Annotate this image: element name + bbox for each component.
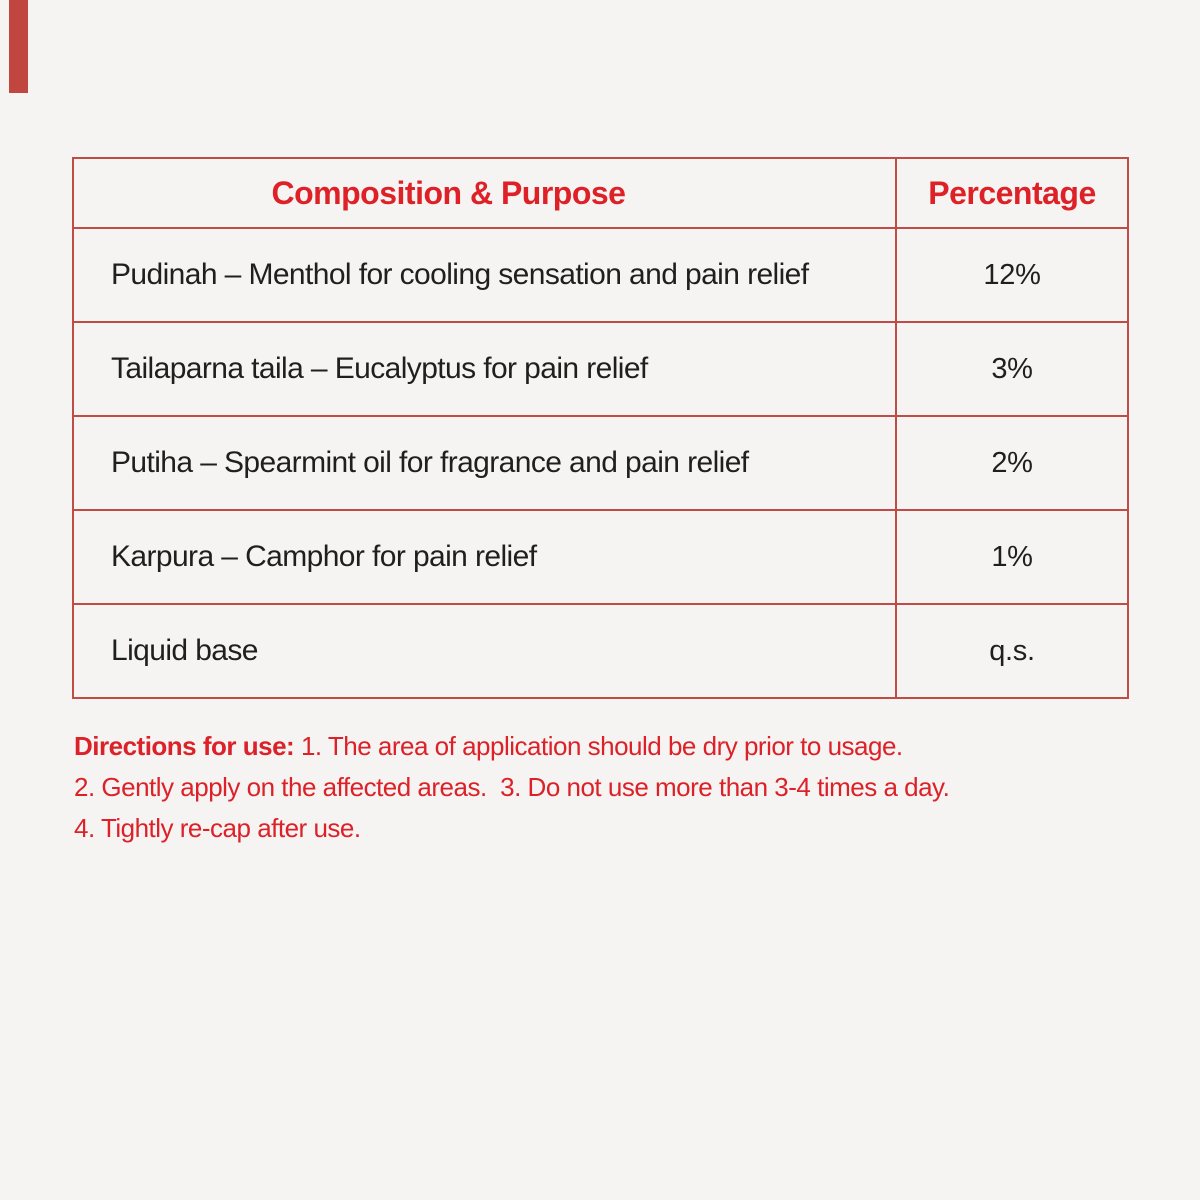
directions-label: Directions for use: <box>74 731 295 761</box>
composition-cell: Pudinah – Menthol for cooling sensation and pain relief <box>73 228 896 322</box>
corner-red-bar <box>9 0 28 93</box>
directions-block <box>74 726 1064 849</box>
table-row <box>73 322 1128 416</box>
composition-cell: Putiha – Spearmint oil for fragrance and pain relief <box>73 416 896 510</box>
percentage-cell: 2% <box>896 416 1128 510</box>
percentage-cell: q.s. <box>896 604 1128 698</box>
directions-line-3: 4. Tightly re-cap after use. <box>74 813 361 843</box>
percentage-cell: 12% <box>896 228 1128 322</box>
directions-step-1: 1. The area of application should be dry prior to usage. <box>300 731 903 761</box>
composition-table <box>72 157 1129 699</box>
composition-cell: Tailaparna taila – Eucalyptus for pain relief <box>73 322 896 416</box>
percentage-cell: 3% <box>896 322 1128 416</box>
directions-line-2: 2. Gently apply on the affected areas. 3. Do not use more than 3-4 times a day. <box>74 772 950 802</box>
table-row <box>73 604 1128 698</box>
composition-header: Composition & Purpose <box>73 158 896 228</box>
table-row <box>73 416 1128 510</box>
percentage-cell: 1% <box>896 510 1128 604</box>
table-row <box>73 510 1128 604</box>
table-row <box>73 228 1128 322</box>
table-header-row <box>73 158 1128 228</box>
composition-cell: Karpura – Camphor for pain relief <box>73 510 896 604</box>
percentage-header: Percentage <box>896 158 1128 228</box>
composition-cell: Liquid base <box>73 604 896 698</box>
directions-line-1 <box>74 726 1064 767</box>
